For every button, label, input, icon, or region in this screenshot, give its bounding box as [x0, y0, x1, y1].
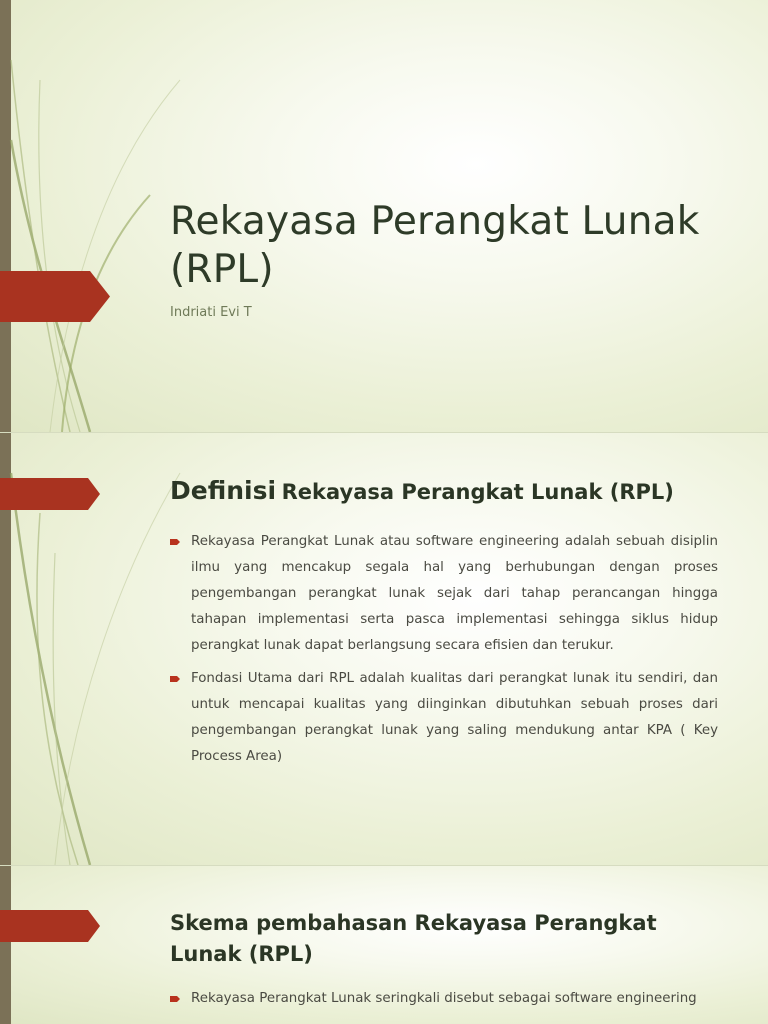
section-heading: Skema pembahasan Rekayasa Perangkat Lunak (RPL) — [170, 911, 657, 966]
presentation-title: Rekayasa Perangkat Lunak (RPL) — [170, 199, 700, 292]
arrow-bullet-icon — [170, 539, 180, 545]
schema-list — [170, 986, 718, 1019]
list-item — [170, 986, 718, 1012]
accent-arrow-tag — [0, 910, 100, 942]
arrow-bullet-icon — [170, 676, 180, 682]
slide-schema — [0, 866, 768, 1024]
slide-definition — [0, 433, 768, 865]
list-item — [170, 666, 718, 770]
accent-arrow-tag — [0, 478, 100, 510]
accent-arrow-tag — [0, 271, 110, 322]
list-item-text: Rekayasa Perangkat Lunak atau software engineering adalah sebuah disiplin ilmu yang mencakup segala hal yang berhubungan dengan proses pengembangan perangkat lunak sejak dari tahap perancangan hingga tahapan implementasi serta pasca implementasi sehingga siklus hidup perangkat lunak dapat berlangsung secara efisien dan terukur. — [191, 534, 718, 653]
author-name: Indriati Evi T — [170, 305, 252, 320]
list-item-text: Fondasi Utama dari RPL adalah kualitas dari perangkat lunak itu sendiri, dan untuk mencapai kualitas yang diinginkan dibutuhkan sebuah proses dari pengembangan perangkat lunak yang saling mendukung antar KPA ( Key Process Area) — [191, 671, 718, 764]
left-bar — [0, 866, 11, 1024]
slide-title — [0, 0, 768, 432]
definition-list — [170, 529, 718, 777]
list-item — [170, 529, 718, 659]
heading-definisi: Definisi — [170, 476, 277, 505]
section-heading — [170, 476, 674, 505]
heading-rpl: Rekayasa Perangkat Lunak (RPL) — [281, 480, 674, 504]
list-item-text: Rekayasa Perangkat Lunak seringkali disebut sebagai software engineering — [191, 991, 697, 1006]
arrow-bullet-icon — [170, 996, 180, 1002]
